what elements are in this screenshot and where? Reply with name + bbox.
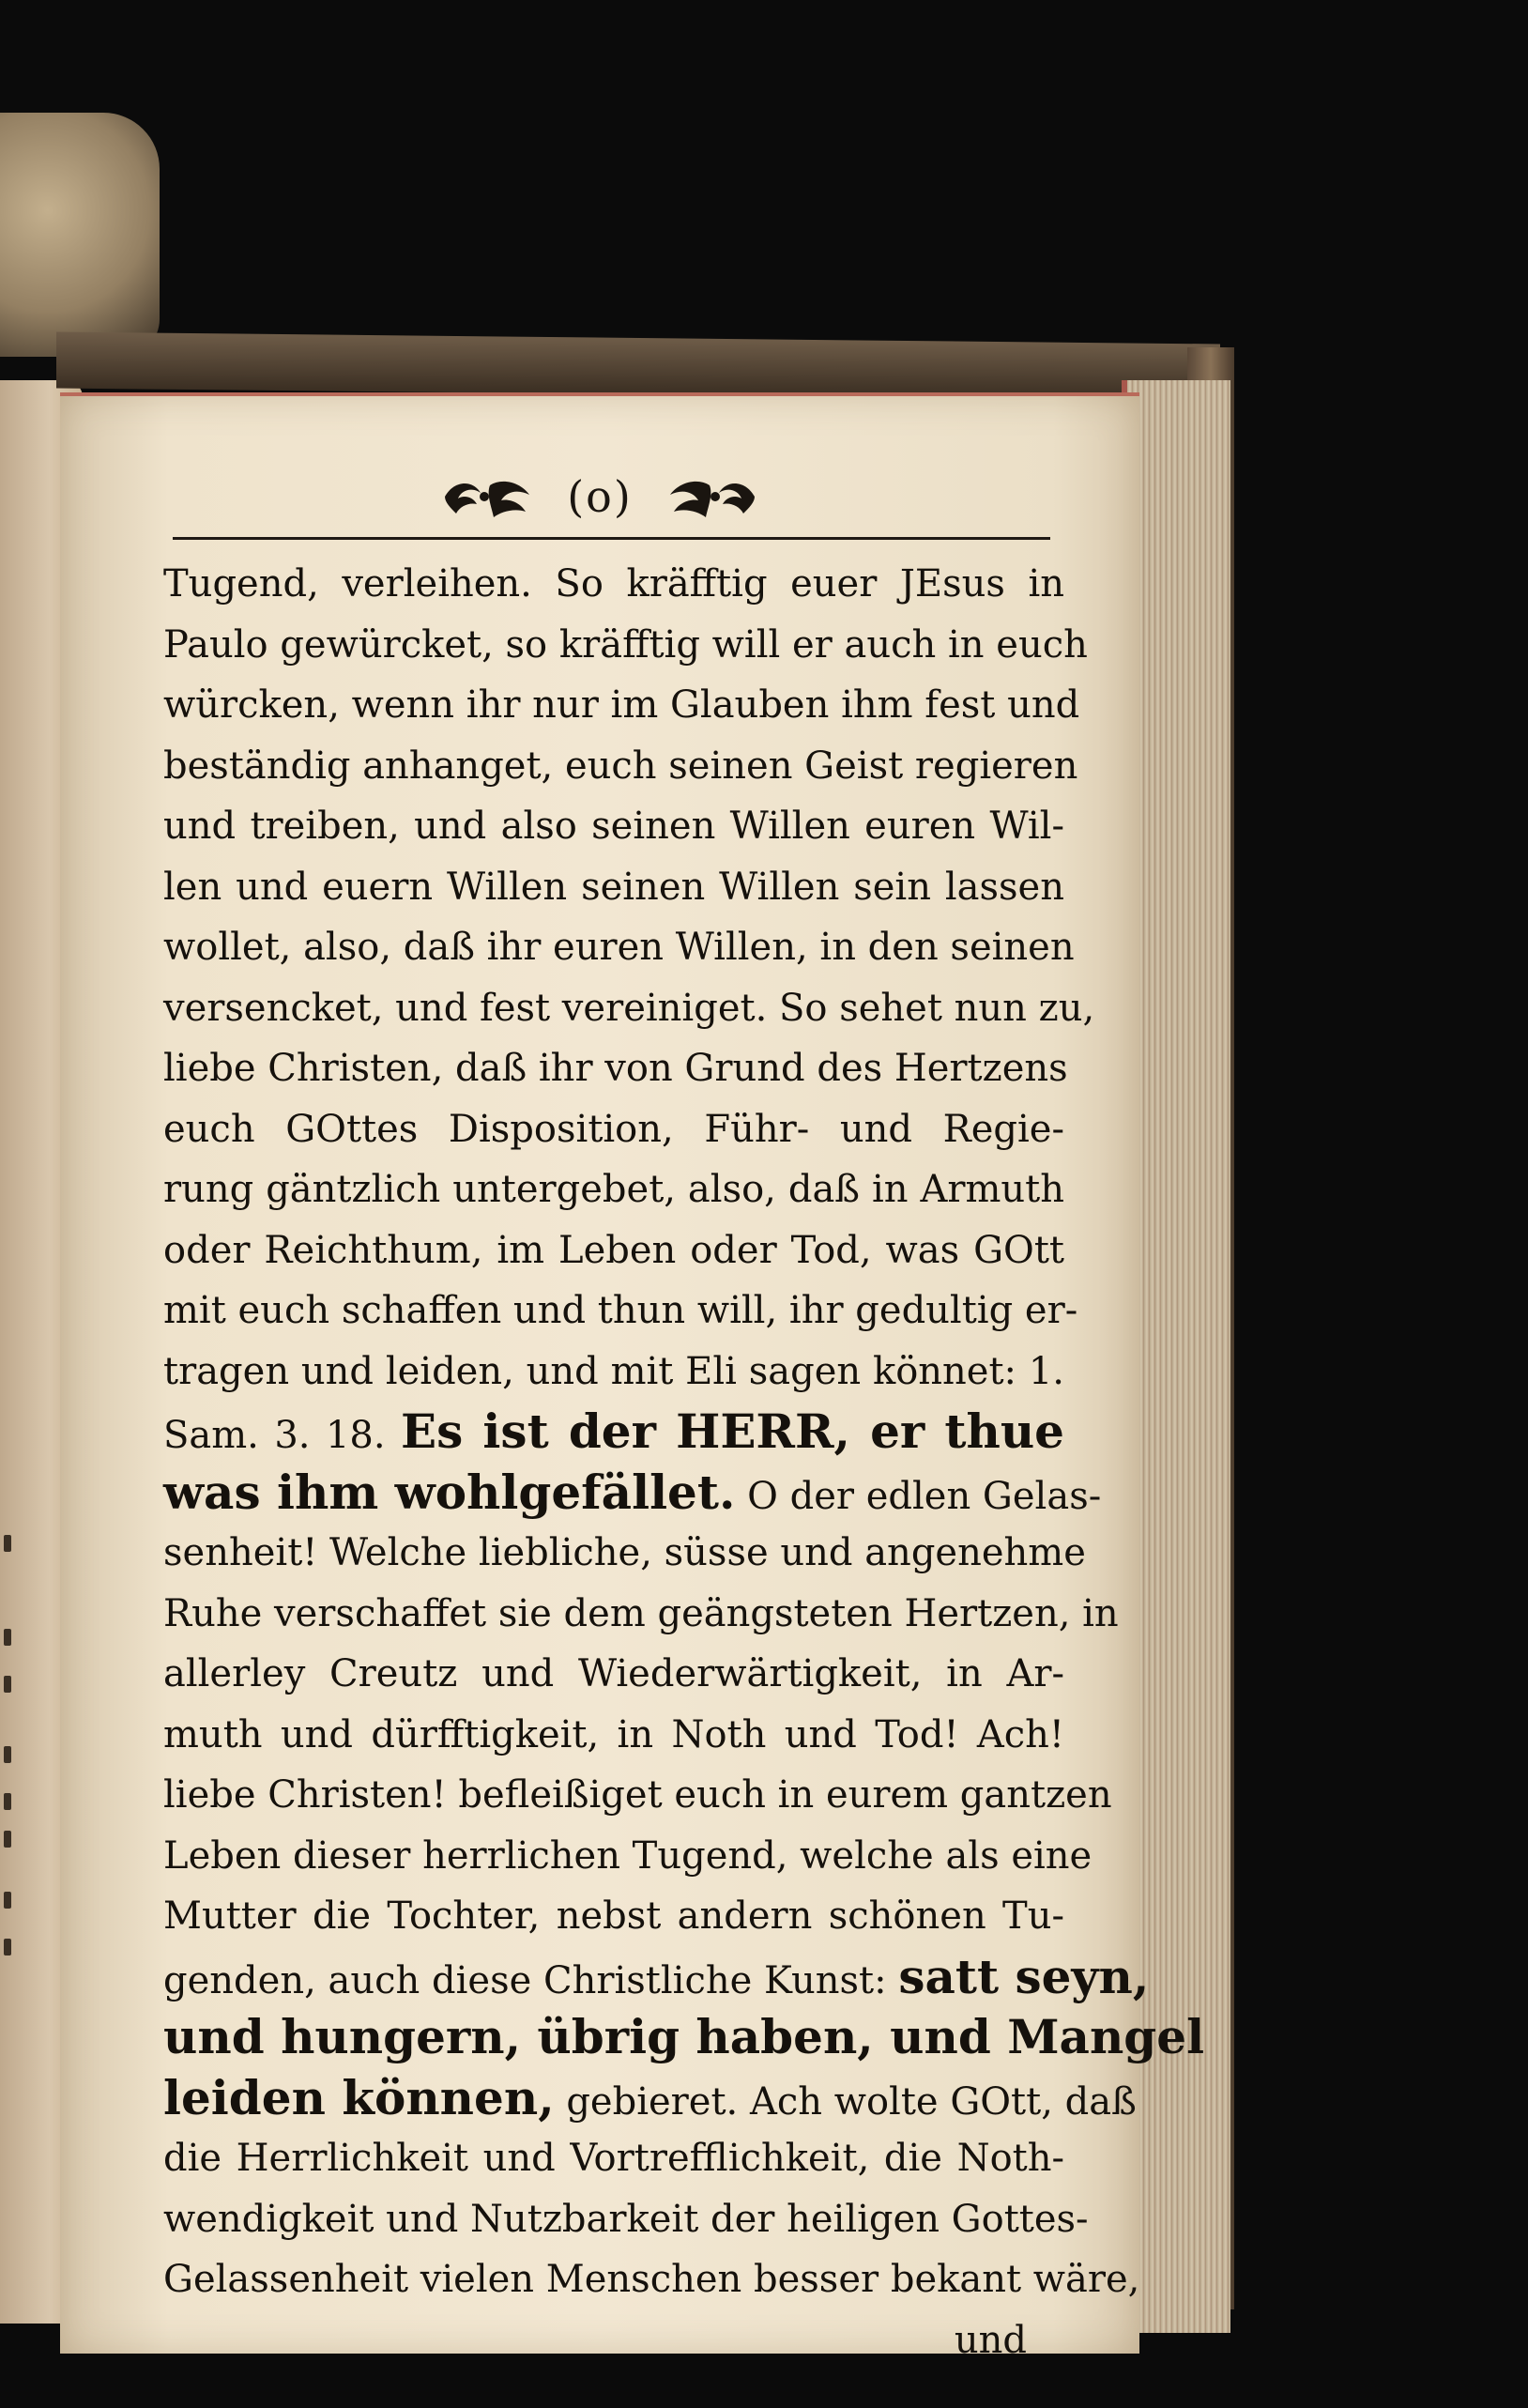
text-line: oder Reichthum, im Leben oder Tod, was GOtt	[163, 1228, 1064, 1272]
text-line: mit euch schaffen und thun will, ihr gedultig er-	[163, 1289, 1078, 1332]
text-line: Ruhe verschaffet sie dem geängsteten Hertzen, in	[163, 1591, 1119, 1635]
text-line-emphasis	[163, 2007, 1205, 2068]
text-line: würcken, wenn ihr nur im Glauben ihm fest und	[163, 683, 1080, 727]
ink-mark	[4, 1939, 11, 1956]
text-line: muth und dürfftigkeit, in Noth und Tod! Ach!	[163, 1712, 1064, 1756]
text-line: beständig anhanget, euch seinen Geist regieren	[163, 744, 1078, 788]
text-line: versencket, und fest vereiniget. So sehet nun zu,	[163, 986, 1095, 1030]
page-body-text	[163, 554, 1205, 2370]
text-line: Tugend, verleihen. So kräfftig euer JEsus in	[163, 562, 1064, 606]
text-line: tragen und leiden, und mit Eli sagen könnet: 1.	[163, 1349, 1064, 1393]
ink-mark	[4, 1676, 11, 1693]
text-fragment: O der edlen Gelas-	[747, 1474, 1102, 1518]
emphasis-phrase: und hungern, übrig haben, und Mangel	[163, 2009, 1205, 2064]
text-line-scripture	[163, 1463, 1102, 1524]
text-line: Leben dieser herrlichen Tugend, welche als eine	[163, 1833, 1093, 1878]
book-page	[60, 392, 1205, 2362]
scripture-quote: was ihm wohlgefället.	[163, 1464, 736, 1520]
emphasis-phrase: satt seyn,	[898, 1948, 1150, 2004]
text-line: Gelassenheit vielen Menschen besser bekant wäre,	[163, 2258, 1140, 2301]
text-line: Paulo gewürcket, so kräfftig will er auch in euch	[163, 622, 1088, 667]
text-line-emphasis	[163, 1947, 1150, 2008]
book-board-top	[56, 332, 1220, 401]
text-line: und treiben, und also seinen Willen euren Wil-	[163, 805, 1064, 848]
header-rule	[173, 537, 1050, 540]
scripture-quote: Es ist der HERR, er thue	[401, 1403, 1064, 1459]
scripture-reference: Sam. 3. 18.	[163, 1414, 386, 1457]
ink-mark	[4, 1746, 11, 1763]
text-line-emphasis	[163, 2068, 1137, 2129]
text-line: wollet, also, daß ihr euren Willen, in den seinen	[163, 926, 1075, 969]
text-line: len und euern Willen seinen Willen sein lassen	[163, 865, 1064, 909]
text-line-scripture	[163, 1402, 1064, 1463]
left-ornament-icon	[435, 474, 539, 519]
text-fragment: gebieret. Ach wolte GOtt, daß	[566, 2079, 1137, 2124]
text-line: liebe Christen! befleißiget euch in eurem gantzen	[163, 1773, 1112, 1817]
text-line: allerley Creutz und Wiederwärtigkeit, in Ar-	[163, 1652, 1064, 1695]
text-line: liebe Christen, daß ihr von Grund des Hertzens	[163, 1047, 1068, 1090]
text-line: wendigkeit und Nutzbarkeit der heiligen Gottes-	[163, 2197, 1089, 2241]
page-number: (o)	[567, 470, 633, 522]
text-fragment: genden, auch diese Christliche Kunst:	[163, 1958, 887, 2002]
ink-mark	[4, 1535, 11, 1552]
ink-mark	[4, 1629, 11, 1646]
emphasis-phrase: leiden können,	[163, 2069, 555, 2125]
text-line: die Herrlichkeit und Vortrefflichkeit, die Noth-	[163, 2137, 1064, 2180]
catchword: und	[954, 2318, 1027, 2362]
right-ornament-icon	[661, 474, 764, 519]
ink-mark	[4, 1892, 11, 1909]
text-line: senheit! Welche liebliche, süsse und angenehme	[163, 1531, 1086, 1574]
text-line: rung gäntzlich untergebet, also, daß in Armuth	[163, 1168, 1064, 1211]
torn-page-corner	[0, 113, 160, 357]
page-header	[60, 469, 1139, 522]
text-line: euch GOttes Disposition, Führ- und Regie-	[163, 1107, 1064, 1151]
ink-mark	[4, 1793, 11, 1810]
text-line: Mutter die Tochter, nebst andern schönen Tu-	[163, 1894, 1064, 1938]
ink-mark	[4, 1831, 11, 1848]
